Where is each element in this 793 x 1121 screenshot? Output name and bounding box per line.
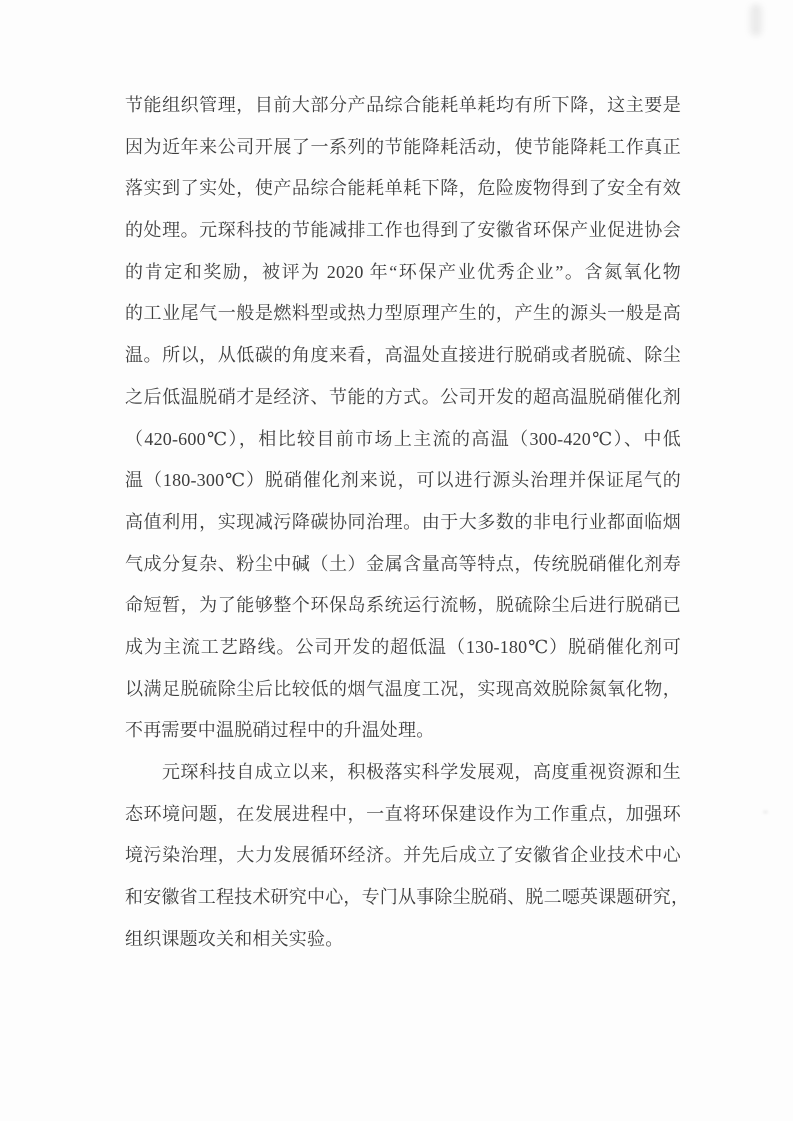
text-line: 成为主流工艺路线。公司开发的超低温（130-180℃）脱硝催化剂可 [125,636,681,657]
text-line: 之后低温脱硝才是经济、节能的方式。公司开发的超高温脱硝催化剂 [125,386,681,407]
text-line: 命短暂，为了能够整个环保岛系统运行流畅，脱硫除尘后进行脱硝已 [125,595,681,616]
text-line: 节能组织管理，目前大部分产品综合能耗单耗均有所下降，这主要是 [125,95,681,115]
text-line: 境污染治理，大力发展循环经济。并先后成立了安徽省企业技术中心 [125,845,681,866]
scan-artifact-speck [763,810,768,814]
text-line: 落实到了实处，使产品综合能耗单耗下降，危险废物得到了安全有效 [125,178,681,199]
text-line: 和安徽省工程技术研究中心，专门从事除尘脱硝、脱二噁英课题研究， [125,887,690,908]
text-line-paragraph-start: 元琛科技自成立以来，积极落实科学发展观，高度重视资源和生 [162,762,681,782]
text-line: 态环境问题，在发展进程中，一直将环保建设作为工作重点，加强环 [125,803,681,824]
text-line: 因为近年来公司开展了一系列的节能降耗活动，使节能降耗工作真正 [125,136,681,157]
text-line: 气成分复杂、粉尘中碱（土）金属含量高等特点，传统脱硝催化剂寿 [125,553,681,574]
text-line-paragraph-end: 不再需要中温脱硝过程中的升温处理。 [125,720,435,741]
text-line: （420-600℃），相比较目前市场上主流的高温（300-420℃）、中低 [125,428,681,449]
text-line: 高值利用，实现减污降碳协同治理。由于大多数的非电行业都面临烟 [125,511,681,532]
text-line: 的处理。元琛科技的节能减排工作也得到了安徽省环保产业促进协会 [125,220,681,241]
text-line-paragraph-end: 组织课题攻关和相关实验。 [125,928,344,949]
text-line: 的肯定和奖励，被评为 2020 年“环保产业优秀企业”。含氮氧化物 [125,261,681,282]
text-line: 温（180-300℃）脱硝催化剂来说，可以进行源头治理并保证尾气的 [125,470,681,491]
scan-artifact-smudge [750,4,762,36]
text-line: 以满足脱硫除尘后比较低的烟气温度工况，实现高效脱除氮氧化物， [125,678,681,699]
text-line: 的工业尾气一般是燃料型或热力型原理产生的，产生的源头一般是高 [125,303,681,324]
body-text-block [125,85,690,960]
text-line: 温。所以，从低碳的角度来看，高温处直接进行脱硝或者脱硫、除尘 [125,345,681,366]
